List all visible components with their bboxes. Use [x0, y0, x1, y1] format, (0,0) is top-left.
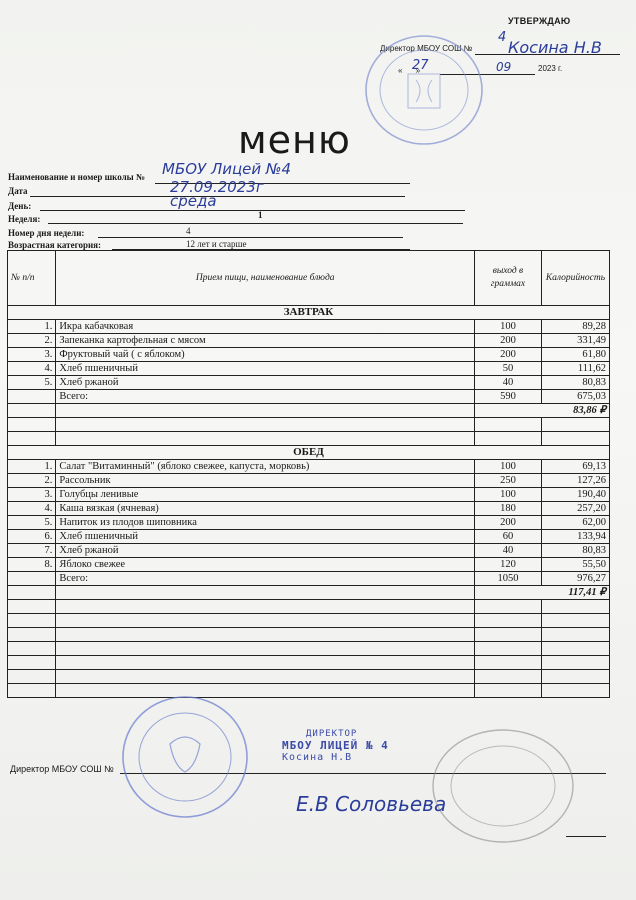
dish-kcal: 80,83	[541, 544, 609, 558]
table-row	[8, 544, 610, 558]
lunch-price: 117,41 ₽	[475, 586, 610, 600]
approve-label: УТВЕРЖДАЮ	[508, 16, 571, 26]
total-label: Всего:	[56, 572, 475, 586]
empty-row	[8, 432, 610, 446]
dish-yield: 100	[475, 488, 542, 502]
table-row	[8, 460, 610, 474]
week-label: Неделя:	[8, 214, 41, 224]
table-row	[8, 558, 610, 572]
total-yield: 590	[475, 390, 542, 404]
empty-row	[8, 670, 610, 684]
dish-yield: 200	[475, 348, 542, 362]
table-row	[8, 376, 610, 390]
age-value: 12 лет и старше	[186, 239, 247, 249]
table-row	[8, 348, 610, 362]
total-kcal: 976,27	[541, 572, 609, 586]
section-title: ОБЕД	[8, 446, 610, 460]
dish-name: Хлеб пшеничный	[56, 362, 475, 376]
date-label: Дата	[8, 186, 28, 196]
dish-kcal: 257,20	[541, 502, 609, 516]
row-number: 1.	[8, 460, 56, 474]
header-kcal: Калорийность	[541, 251, 609, 306]
approval-date-year: 2023 г.	[538, 64, 563, 73]
table-row	[8, 474, 610, 488]
breakfast-price-row	[8, 404, 610, 418]
empty-row	[8, 656, 610, 670]
dish-yield: 40	[475, 376, 542, 390]
dish-kcal: 80,83	[541, 376, 609, 390]
table-row	[8, 320, 610, 334]
table-row	[8, 488, 610, 502]
row-number: 3.	[8, 348, 56, 362]
dish-name: Напиток из плодов шиповника	[56, 516, 475, 530]
table-row	[8, 530, 610, 544]
dish-yield: 60	[475, 530, 542, 544]
breakfast-price: 83,86 ₽	[475, 404, 610, 418]
dish-yield: 50	[475, 362, 542, 376]
row-number: 8.	[8, 558, 56, 572]
empty-row	[8, 684, 610, 698]
total-yield: 1050	[475, 572, 542, 586]
dish-yield: 100	[475, 320, 542, 334]
lunch-rows	[8, 460, 610, 572]
menu-table	[7, 250, 610, 698]
school-label: Наименование и номер школы №	[8, 172, 145, 182]
signature: Е.В Соловьева	[296, 792, 447, 816]
dish-kcal: 111,62	[541, 362, 609, 376]
section-title: ЗАВТРАК	[8, 306, 610, 320]
row-number: 5.	[8, 516, 56, 530]
dish-kcal: 331,49	[541, 334, 609, 348]
dish-name: Рассольник	[56, 474, 475, 488]
school-value: МБОУ Лицей №4	[162, 160, 292, 178]
approval-director-name: Косина Н.В	[508, 38, 602, 57]
dish-name: Каша вязкая (ячневая)	[56, 502, 475, 516]
row-number: 1.	[8, 320, 56, 334]
dish-name: Хлеб ржаной	[56, 376, 475, 390]
dish-name: Голубцы ленивые	[56, 488, 475, 502]
approval-director-label: Директор МБОУ СОШ №	[380, 44, 473, 53]
empty-row	[8, 614, 610, 628]
footer-director-label: Директор МБОУ СОШ №	[10, 764, 114, 774]
dish-kcal: 190,40	[541, 488, 609, 502]
day-label: День:	[8, 201, 32, 211]
empty-row	[8, 600, 610, 614]
dish-kcal: 127,26	[541, 474, 609, 488]
total-kcal: 675,03	[541, 390, 609, 404]
approval-date-day: 27	[412, 58, 429, 73]
dish-kcal: 55,50	[541, 558, 609, 572]
table-row	[8, 516, 610, 530]
row-number: 4.	[8, 362, 56, 376]
approval-director-number: 4	[498, 30, 507, 45]
total-label: Всего:	[56, 390, 475, 404]
approval-date-month: 09	[496, 60, 512, 74]
row-number: 6.	[8, 530, 56, 544]
dish-kcal: 61,80	[541, 348, 609, 362]
dish-kcal: 133,94	[541, 530, 609, 544]
day-number-label: Номер дня недели:	[8, 228, 85, 238]
director-stamp	[282, 728, 389, 764]
dish-kcal: 69,13	[541, 460, 609, 474]
empty-row	[8, 642, 610, 656]
row-number: 5.	[8, 376, 56, 390]
dish-name: Хлеб пшеничный	[56, 530, 475, 544]
table-row	[8, 502, 610, 516]
approval-date-quote: « »	[398, 66, 421, 75]
dish-name: Фруктовый чай ( с яблоком)	[56, 348, 475, 362]
page-title: меню	[238, 118, 351, 162]
row-number: 4.	[8, 502, 56, 516]
dish-yield: 100	[475, 460, 542, 474]
row-number: 2.	[8, 334, 56, 348]
stamp-line-1: ДИРЕКТОР	[306, 729, 358, 739]
row-number: 7.	[8, 544, 56, 558]
section-breakfast	[8, 306, 610, 320]
dish-name: Яблоко свежее	[56, 558, 475, 572]
day-number-value: 4	[186, 226, 191, 236]
dish-yield: 200	[475, 516, 542, 530]
official-seal-bottom-right	[428, 726, 578, 846]
dish-name: Икра кабачковая	[56, 320, 475, 334]
section-lunch	[8, 446, 610, 460]
official-seal-top	[360, 30, 488, 150]
breakfast-rows	[8, 320, 610, 390]
dish-yield: 180	[475, 502, 542, 516]
empty-row	[8, 418, 610, 432]
week-value: 1	[258, 210, 263, 220]
dish-yield: 250	[475, 474, 542, 488]
row-number: 2.	[8, 474, 56, 488]
date-value: 27.09.2023г	[170, 178, 264, 196]
stamp-line-2: МБОУ ЛИЦЕЙ № 4	[282, 739, 389, 752]
dish-yield: 120	[475, 558, 542, 572]
dish-yield: 200	[475, 334, 542, 348]
official-seal-bottom-left	[118, 692, 252, 822]
lunch-price-row	[8, 586, 610, 600]
stamp-line-3: Косина Н.В	[282, 752, 353, 763]
table-row	[8, 334, 610, 348]
dish-name: Хлеб ржаной	[56, 544, 475, 558]
header-yield: выход в граммах	[475, 251, 542, 306]
dish-yield: 40	[475, 544, 542, 558]
dish-kcal: 89,28	[541, 320, 609, 334]
breakfast-total-row	[8, 390, 610, 404]
header-name: Прием пищи, наименование блюда	[56, 251, 475, 306]
table-row	[8, 362, 610, 376]
row-number: 3.	[8, 488, 56, 502]
header-num: № п/п	[8, 251, 56, 306]
table-header-row	[8, 251, 610, 306]
age-label: Возрастная категория:	[8, 240, 101, 250]
empty-row	[8, 628, 610, 642]
day-value: среда	[170, 192, 217, 210]
lunch-total-row	[8, 572, 610, 586]
dish-name: Салат "Витаминный" (яблоко свежее, капуста, морковь)	[56, 460, 475, 474]
dish-name: Запеканка картофельная с мясом	[56, 334, 475, 348]
dish-kcal: 62,00	[541, 516, 609, 530]
